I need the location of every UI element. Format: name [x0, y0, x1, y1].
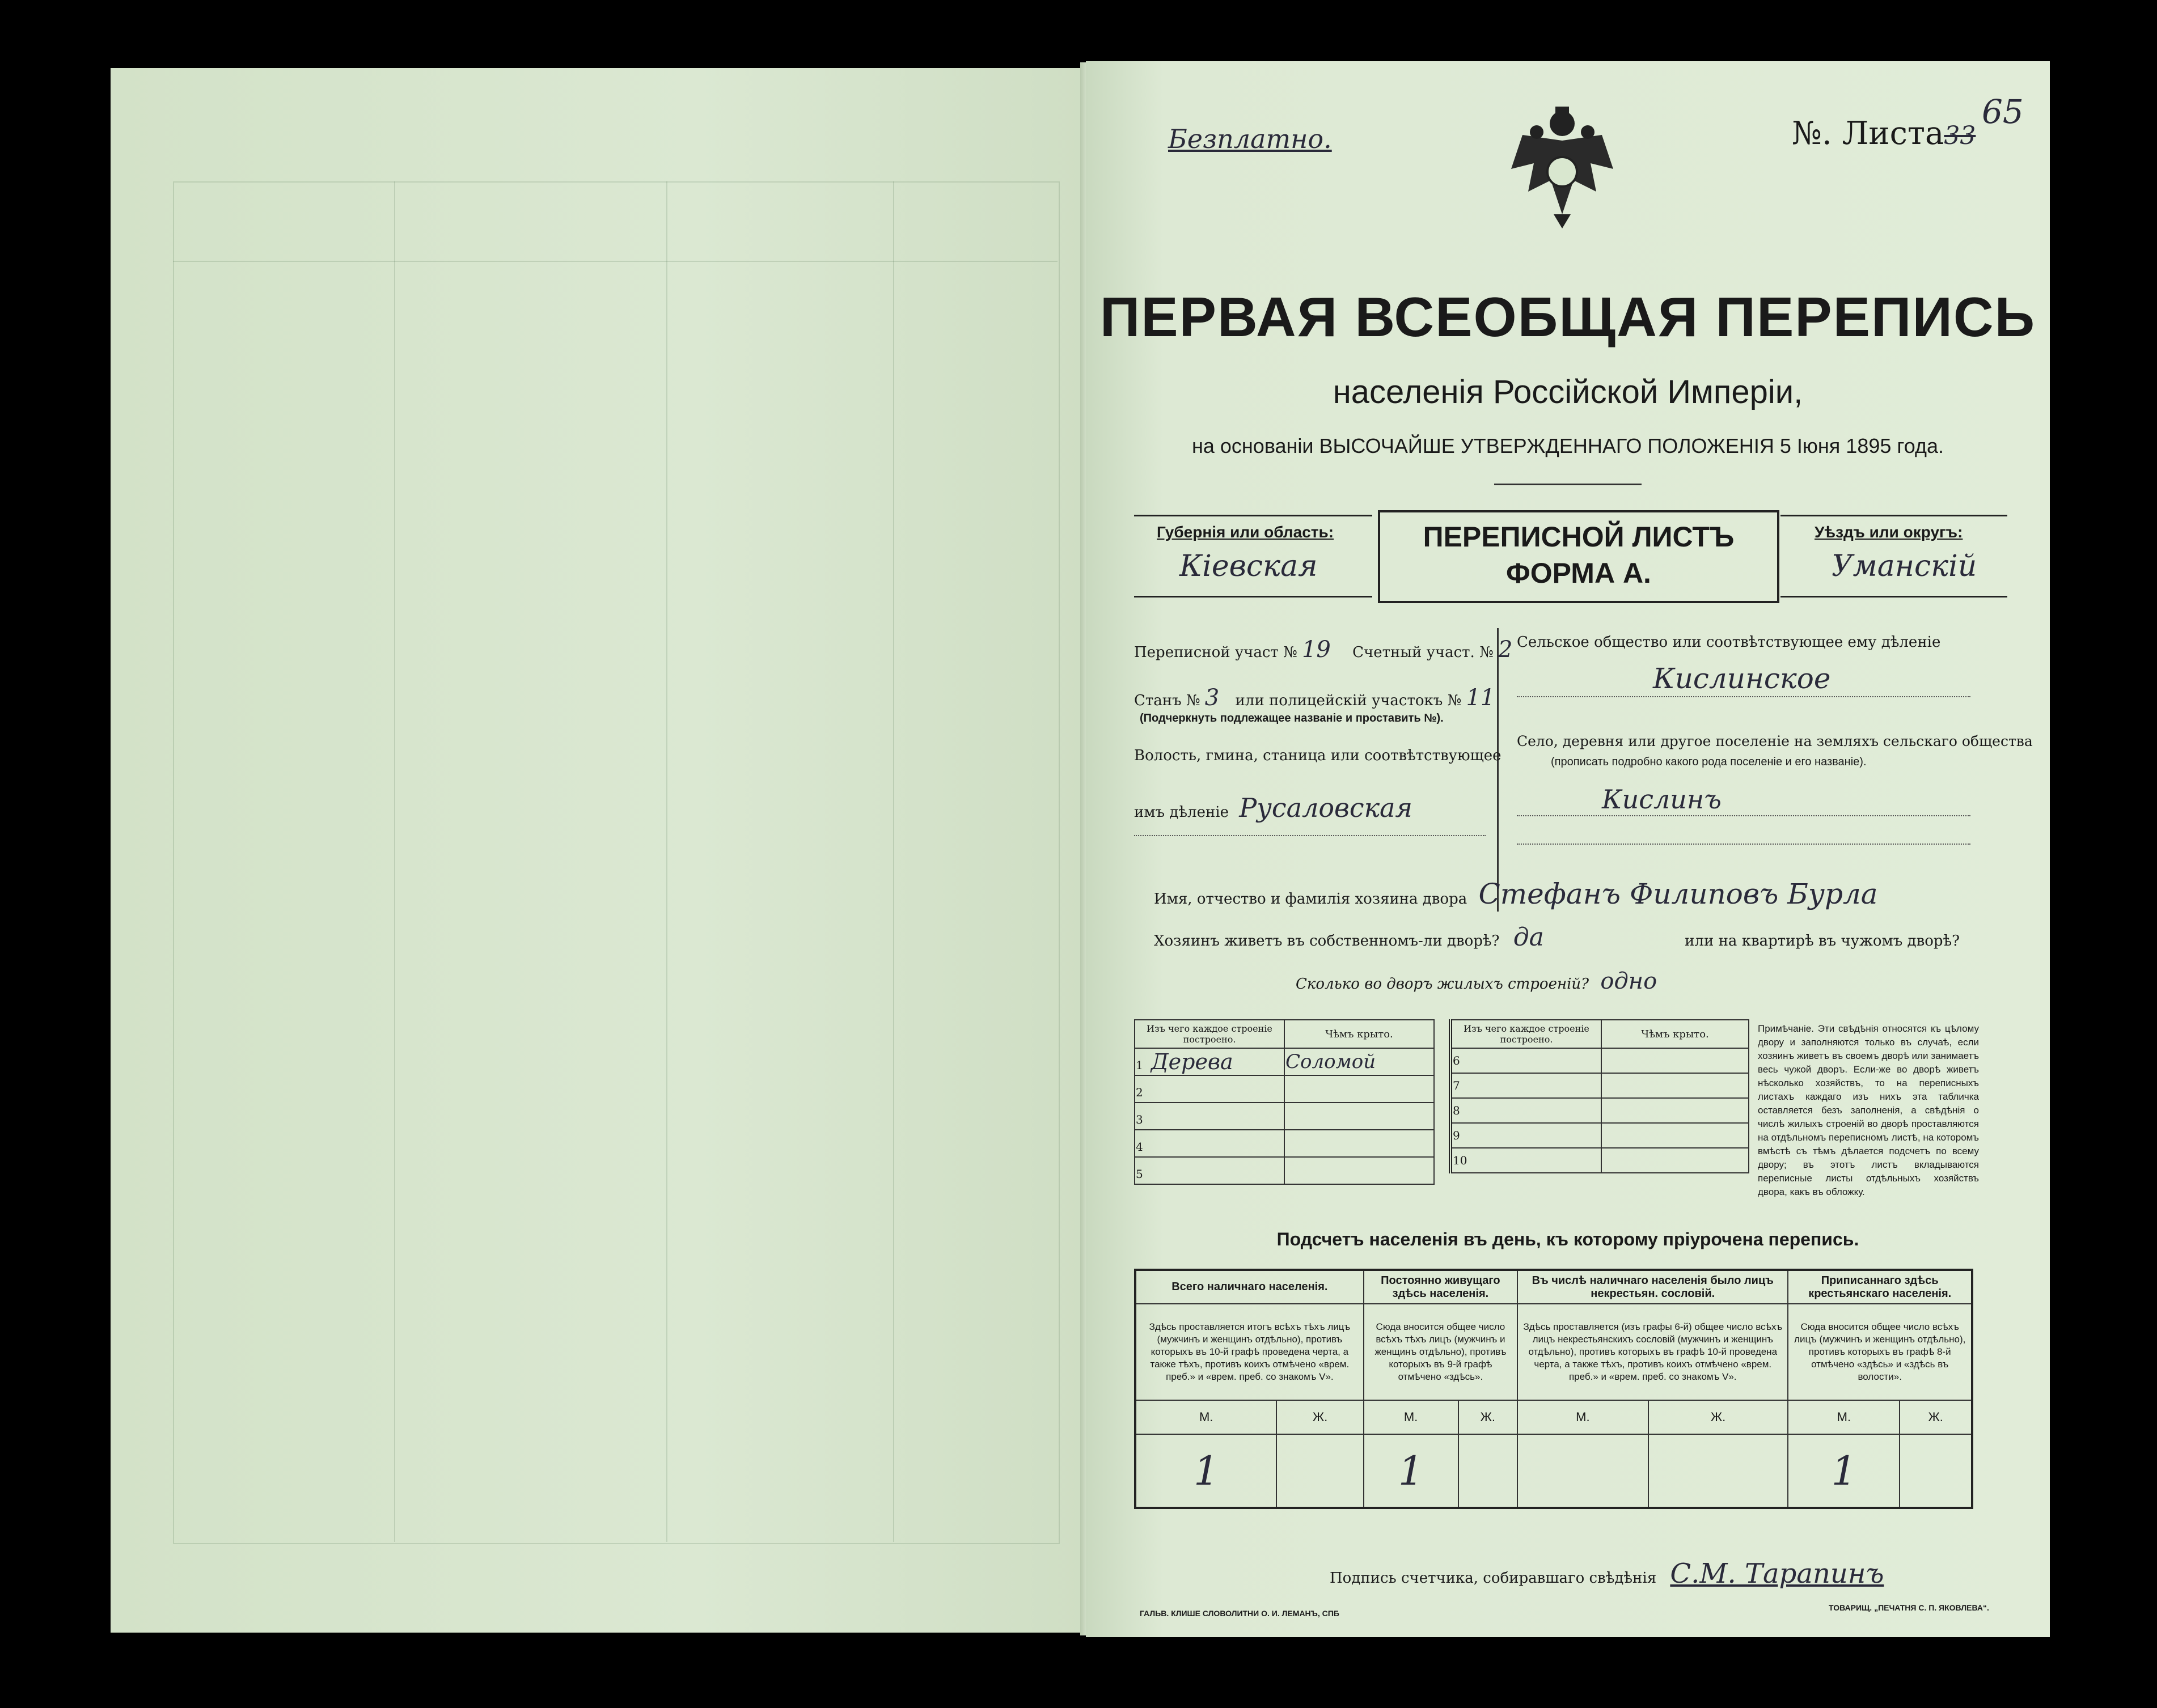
owner-name-value: Стефанъ Филиповъ Бурла — [1478, 878, 1878, 910]
signature-value: С.М. Тарапинъ — [1670, 1558, 1884, 1590]
building-roof — [1284, 1075, 1434, 1103]
building-row — [1135, 1103, 1434, 1130]
stan-label: Станъ № — [1134, 692, 1200, 709]
count-m-label: М. — [1364, 1400, 1458, 1434]
uezd-box — [1780, 515, 2007, 597]
count-m-label: М. — [1788, 1400, 1900, 1434]
building-roof — [1601, 1048, 1749, 1073]
building-row — [1450, 1098, 1749, 1123]
count-col-desc: Сюда вносится общее число всѣхъ тѣхъ лицъ (мужчинъ и женщинъ отдѣльно), противъ которыхъ въ 9-й графѣ отмѣчено «здѣсь». — [1364, 1304, 1517, 1400]
building-material-cell — [1135, 1157, 1284, 1184]
basis-text: на основаніи ВЫСОЧАЙШЕ УТВЕРЖДЕННАГО ПОЛОЖЕНІЯ 5 Іюня 1895 года. — [1191, 434, 1944, 457]
perepis-uch-row — [1134, 637, 1512, 663]
underline-note: (Подчеркнуть подлежащее названіе и проставить №). — [1140, 712, 1444, 724]
col-material-header: Изъ чего каждое строеніе построено. — [1135, 1020, 1284, 1048]
count-f-value — [1900, 1434, 1972, 1508]
form-title: ФОРМА А. — [1506, 557, 1651, 589]
building-row-number: 6 — [1453, 1054, 1460, 1067]
sheet-title: ПЕРЕПИСНОЙ ЛИСТЪ — [1423, 521, 1735, 553]
count-f-label: Ж. — [1458, 1400, 1518, 1434]
building-row — [1450, 1148, 1749, 1173]
buildings-count-value: одно — [1600, 968, 1657, 994]
building-material-cell — [1135, 1048, 1284, 1075]
count-f-value — [1276, 1434, 1363, 1508]
building-row-number: 3 — [1136, 1113, 1143, 1126]
building-roof — [1284, 1130, 1434, 1157]
sheet-number-label — [1792, 115, 1976, 152]
perepis-uch-value: 19 — [1301, 637, 1331, 663]
building-row-number: 4 — [1136, 1140, 1143, 1154]
footer-left: ГАЛЬВ. КЛИШЕ СЛОВОЛИТНИ О. И. ЛЕМАНЪ, СПБ — [1140, 1609, 1339, 1618]
buildings-count-row — [1296, 968, 1657, 994]
page-number: 65 — [1982, 92, 2024, 131]
count-m-label: М. — [1517, 1400, 1648, 1434]
village-note: (прописать подробно какого рода поселеніе и его названіе). — [1551, 756, 1867, 768]
volost-row — [1134, 792, 1412, 823]
count-col-header: Постоянно живущаго здѣсь населенія. — [1364, 1270, 1517, 1304]
building-row-number: 9 — [1453, 1129, 1460, 1142]
gubernia-label: Губернія или область: — [1157, 523, 1334, 541]
footer-right: ТОВАРИЩ. „ПЕЧАТНЯ С. П. ЯКОВЛЕВА“. — [1829, 1603, 1989, 1612]
volost-label2: имъ дѣленіе — [1134, 804, 1229, 821]
village-label: Село, деревня или другое поселеніе на земляхъ сельскаго общества — [1517, 733, 2033, 749]
building-row-number: 7 — [1453, 1079, 1460, 1092]
society-label: Сельское общество или соотвѣтствующее ему дѣленіе — [1517, 634, 1941, 651]
uezd-value: Уманскій — [1832, 549, 1977, 583]
building-row-number: 1 — [1136, 1058, 1143, 1072]
count-col-desc: Здѣсь проставляется (изъ графы 6-й) общее число всѣхъ лицъ некрестьянскихъ сословій (мужчинъ и женщинъ отдѣльно), противъ которыхъ въ графѣ 10-й проведена черта, а также тѣхъ, противъ коихъ отмѣчено «врем. преб.» и «врем. преб. со знакомъ V». — [1517, 1304, 1788, 1400]
col-material-header: Изъ чего каждое строеніе построено. — [1450, 1020, 1601, 1048]
building-material-cell — [1135, 1075, 1284, 1103]
sheet-title-box — [1378, 510, 1779, 603]
bleed-through-line — [173, 261, 1058, 262]
count-m-value: 1 — [1135, 1434, 1276, 1508]
building-row-number: 8 — [1453, 1104, 1460, 1117]
building-material-cell — [1450, 1148, 1601, 1173]
police-value: 11 — [1466, 685, 1495, 711]
count-f-value — [1458, 1434, 1518, 1508]
volost-label: Волость, гмина, станица или соотвѣтствующее — [1134, 747, 1502, 764]
sheet-number-value: 33 — [1944, 121, 1976, 150]
buildings-table-left — [1134, 1019, 1435, 1185]
buildings-table-right — [1449, 1019, 1749, 1173]
village-line — [1517, 815, 1970, 816]
building-roof — [1284, 1157, 1434, 1184]
gubernia-box — [1134, 515, 1372, 597]
building-roof — [1601, 1098, 1749, 1123]
owner-name-row — [1154, 878, 1878, 910]
owner-lives-label: Хозяинъ живетъ въ собственномъ-ли дворѣ? — [1154, 933, 1500, 950]
buildings-count-label: Сколько во дворъ жилыхъ строеній? — [1296, 976, 1589, 993]
building-row — [1135, 1048, 1434, 1075]
owner-name-label: Имя, отчество и фамилія хозяина двора — [1154, 891, 1467, 908]
sheet-label: №. Листа — [1792, 115, 1944, 152]
building-material-cell — [1450, 1073, 1601, 1098]
building-row — [1450, 1048, 1749, 1073]
building-roof — [1601, 1073, 1749, 1098]
subtitle: населенія Россійской Имперіи, — [1333, 374, 1803, 410]
building-row — [1135, 1075, 1434, 1103]
bleed-through-line — [893, 181, 894, 1542]
col-roof-header: Чѣмъ крыто. — [1284, 1020, 1434, 1048]
count-title: Подсчетъ населенія въ день, къ которому пріурочена перепись. — [1276, 1229, 1859, 1249]
volost-extra-line — [1134, 835, 1486, 836]
society-line — [1517, 696, 1970, 697]
volost-value: Русаловская — [1239, 792, 1412, 823]
bleed-through-frame — [173, 181, 1060, 1544]
owner-lives-row — [1154, 923, 1960, 952]
bleed-through-line — [666, 181, 667, 1542]
police-label: или полицейскій участокъ № — [1235, 692, 1462, 709]
owner-or-label: или на квартирѣ въ чужомъ дворѣ? — [1685, 933, 1960, 950]
signature-label: Подпись счетчика, собиравшаго свѣдѣнія — [1330, 1570, 1657, 1587]
count-m-value: 1 — [1364, 1434, 1458, 1508]
count-m-label: М. — [1135, 1400, 1276, 1434]
count-m-value — [1517, 1434, 1648, 1508]
ornament-divider — [1494, 484, 1642, 485]
count-table — [1134, 1269, 1973, 1509]
bleed-through-line — [394, 181, 395, 1542]
census-form-page — [1086, 61, 2050, 1637]
building-row — [1450, 1123, 1749, 1148]
building-material-cell — [1450, 1048, 1601, 1073]
col-roof-header: Чѣмъ крыто. — [1601, 1020, 1749, 1048]
building-row — [1135, 1157, 1434, 1184]
building-roof — [1284, 1103, 1434, 1130]
building-material-cell — [1450, 1123, 1601, 1148]
count-col-desc: Здѣсь проставляется итогъ всѣхъ тѣхъ лицъ (мужчинъ и женщинъ отдѣльно), противъ которыхъ въ 10-й графѣ проведена черта, а также тѣхъ, противъ коихъ отмѣчено «врем. преб.» и «врем. преб. со знакомъ V». — [1135, 1304, 1364, 1400]
building-row — [1135, 1130, 1434, 1157]
stan-value: 3 — [1204, 685, 1220, 711]
building-row — [1450, 1073, 1749, 1098]
building-material-cell — [1135, 1130, 1284, 1157]
form-header-box — [1134, 515, 1977, 594]
count-f-label: Ж. — [1648, 1400, 1788, 1434]
main-title: ПЕРВАЯ ВСЕОБЩАЯ ПЕРЕПИСЬ — [1099, 286, 2036, 348]
stan-row — [1134, 685, 1495, 711]
village-line-2 — [1517, 844, 1970, 845]
society-value: Кислинское — [1653, 662, 1831, 695]
count-f-label: Ж. — [1276, 1400, 1363, 1434]
gubernia-value: Кіевская — [1179, 549, 1318, 583]
uezd-label: Уѣздъ или округъ: — [1815, 523, 1963, 541]
left-page — [111, 68, 1086, 1633]
perepis-uch-label: Переписной участ № — [1134, 644, 1297, 661]
count-col-header: Всего наличнаго населенія. — [1135, 1270, 1364, 1304]
count-col-header: Въ числѣ наличнаго населенія было лицъ некрестьян. сословій. — [1517, 1270, 1788, 1304]
owner-lives-value: да — [1513, 923, 1544, 952]
building-roof: Соломой — [1284, 1048, 1434, 1075]
building-row-number: 10 — [1453, 1154, 1467, 1167]
count-f-label: Ж. — [1900, 1400, 1972, 1434]
count-col-desc: Сюда вносится общее число всѣхъ лицъ (мужчинъ и женщинъ отдѣльно), противъ которыхъ въ графѣ 8-й отмѣчено «здѣсь» и «здѣсь въ волости». — [1788, 1304, 1972, 1400]
building-roof — [1601, 1123, 1749, 1148]
double-headed-eagle-icon — [1505, 101, 1619, 231]
count-f-value — [1648, 1434, 1788, 1508]
building-row-number: 2 — [1136, 1086, 1143, 1099]
count-col-header: Приписаннаго здѣсь крестьянскаго населенія. — [1788, 1270, 1972, 1304]
village-value: Кислинъ — [1602, 784, 1722, 815]
free-label: Безплатно. — [1168, 124, 1332, 154]
signature-row — [1330, 1558, 1884, 1590]
building-material: Дерева — [1151, 1049, 1233, 1074]
note-text: Примѣчаніе. Эти свѣдѣнія относятся къ цѣлому двору и заполняются только въ случаѣ, если хозяинъ живетъ въ своемъ дворѣ или занимаетъ весь чужой дворъ. Если-же во дворѣ живетъ нѣсколько хозяйствъ, то на переписныхъ листахъ каждаго изъ нихъ эта табличка оставляется безъ заполненія, а свѣдѣнія о числѣ жилыхъ строеній во дворѣ проставляются на отдѣльномъ переписномъ листѣ, на которомъ вмѣстѣ съ тѣмъ дѣлается подсчетъ по всему двору; въ этотъ листъ вкладываются переписные листы отдѣльныхъ хозяйствъ двора, какъ въ обложку. — [1758, 1023, 1979, 1197]
building-roof — [1601, 1148, 1749, 1173]
building-row-number: 5 — [1136, 1167, 1143, 1181]
building-material-cell — [1450, 1098, 1601, 1123]
schet-uch-value: 2 — [1498, 637, 1513, 663]
schet-uch-label: Счетный участ. № — [1352, 644, 1494, 661]
building-material-cell — [1135, 1103, 1284, 1130]
count-m-value: 1 — [1788, 1434, 1900, 1508]
fields-divider — [1497, 628, 1499, 912]
